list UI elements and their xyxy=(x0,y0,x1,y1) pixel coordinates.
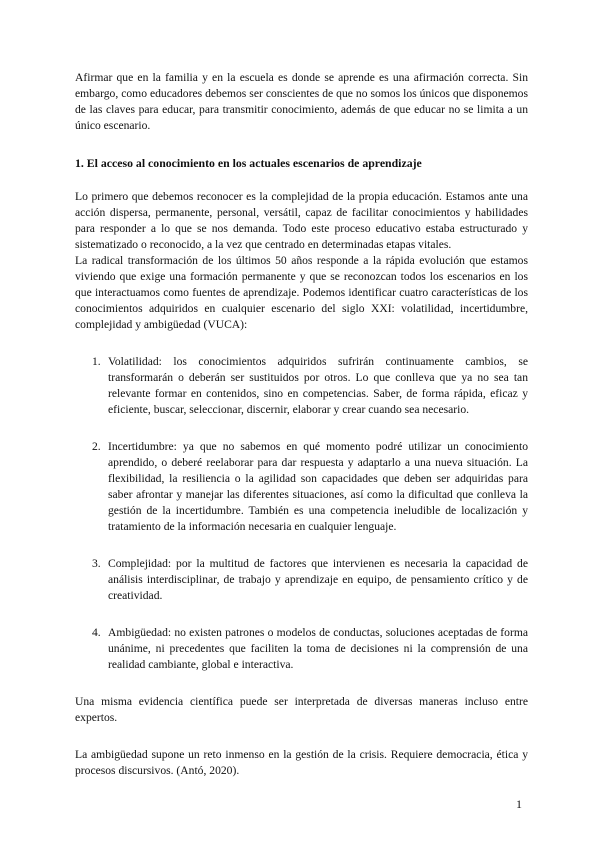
list-item-number: 3. xyxy=(92,557,101,570)
list-item xyxy=(75,556,528,604)
vuca-list xyxy=(75,354,528,673)
list-item xyxy=(75,625,528,673)
list-item xyxy=(75,439,528,535)
list-item-text: Ambigüedad: no existen patrones o modelos de conductas, soluciones aceptadas de forma unánime, ni precedentes que faciliten la toma de decisiones ni la comprensión de una realidad cambiante, global e interactiva. xyxy=(108,626,528,671)
list-item-number: 2. xyxy=(92,440,101,453)
page-number: 1 xyxy=(516,797,522,811)
intro-paragraph: Afirmar que en la familia y en la escuela es donde se aprende es una afirmación correcta. Sin embargo, como educadores debemos ser conscientes de que no somos los únicos que disponemos de las claves para educar, para transmitir conocimiento, además de que educar no se limita a un único escenario. xyxy=(75,71,528,132)
list-item-text: Volatilidad: los conocimientos adquiridos sufrirán continuamente cambios, se transformarán o deberán ser sustituidos por otros. Lo que conlleva que ya no sea tan relevante formar en contenidos, sino en competencias. Saber, de forma rápida, eficaz y eficiente, buscar, seleccionar, discernir, elaborar y crear cuando sea necesario. xyxy=(108,355,528,416)
list-item-text: Incertidumbre: ya que no sabemos en qué momento podré utilizar un conocimiento aprendido, o deberé reelaborar para dar respuesta y adaptarlo a una nueva situación. La flexibilidad, la resiliencia o la agilidad son capacidades que deben ser adquiridas para saber afrontar y manejar las diferentes situaciones, así como la dificultad que conlleva la gestión de la incertidumbre. También es una competencia ineludible de localización y tratamiento de la información necesaria en cualquier lenguaje. xyxy=(108,440,528,533)
body-paragraph-4: La ambigüedad supone un reto inmenso en la gestión de la crisis. Requiere democracia, ética y procesos discursivos. (Antó, 2020). xyxy=(75,748,528,777)
page-content xyxy=(75,70,528,779)
body-paragraph-1: Lo primero que debemos reconocer es la complejidad de la propia educación. Estamos ante una acción dispersa, permanente, personal, versátil, capaz de facilitar conocimientos y habilidades para responder a lo que se nos demanda. Todo este proceso educativo estaba estructurado y sistematizado o reconocido, a la vez que centrado en determinadas etapas vitales. xyxy=(75,190,528,251)
section-heading: 1. El acceso al conocimiento en los actuales escenarios de aprendizaje xyxy=(75,156,422,170)
body-paragraph-2: La radical transformación de los últimos 50 años responde a la rápida evolución que estamos viviendo que exige una formación permanente y que se reconozcan todos los escenarios en los que interactuamos como fuentes de aprendizaje. Podemos identificar cuatro características de los conocimientos adquiridos en cualquier escenario del siglo XXI: volatilidad, incertidumbre, complejidad y ambigüedad (VUCA): xyxy=(75,254,528,331)
list-item-text: Complejidad: por la multitud de factores que intervienen es necesaria la capacidad de análisis interdisciplinar, de trabajo y aprendizaje en equipo, de pensamiento crítico y de creatividad. xyxy=(108,557,528,602)
list-item-number: 4. xyxy=(92,626,101,639)
list-item-number: 1. xyxy=(92,355,101,368)
body-paragraph-3: Una misma evidencia científica puede ser interpretada de diversas maneras incluso entre expertos. xyxy=(75,695,528,724)
list-item xyxy=(75,354,528,418)
